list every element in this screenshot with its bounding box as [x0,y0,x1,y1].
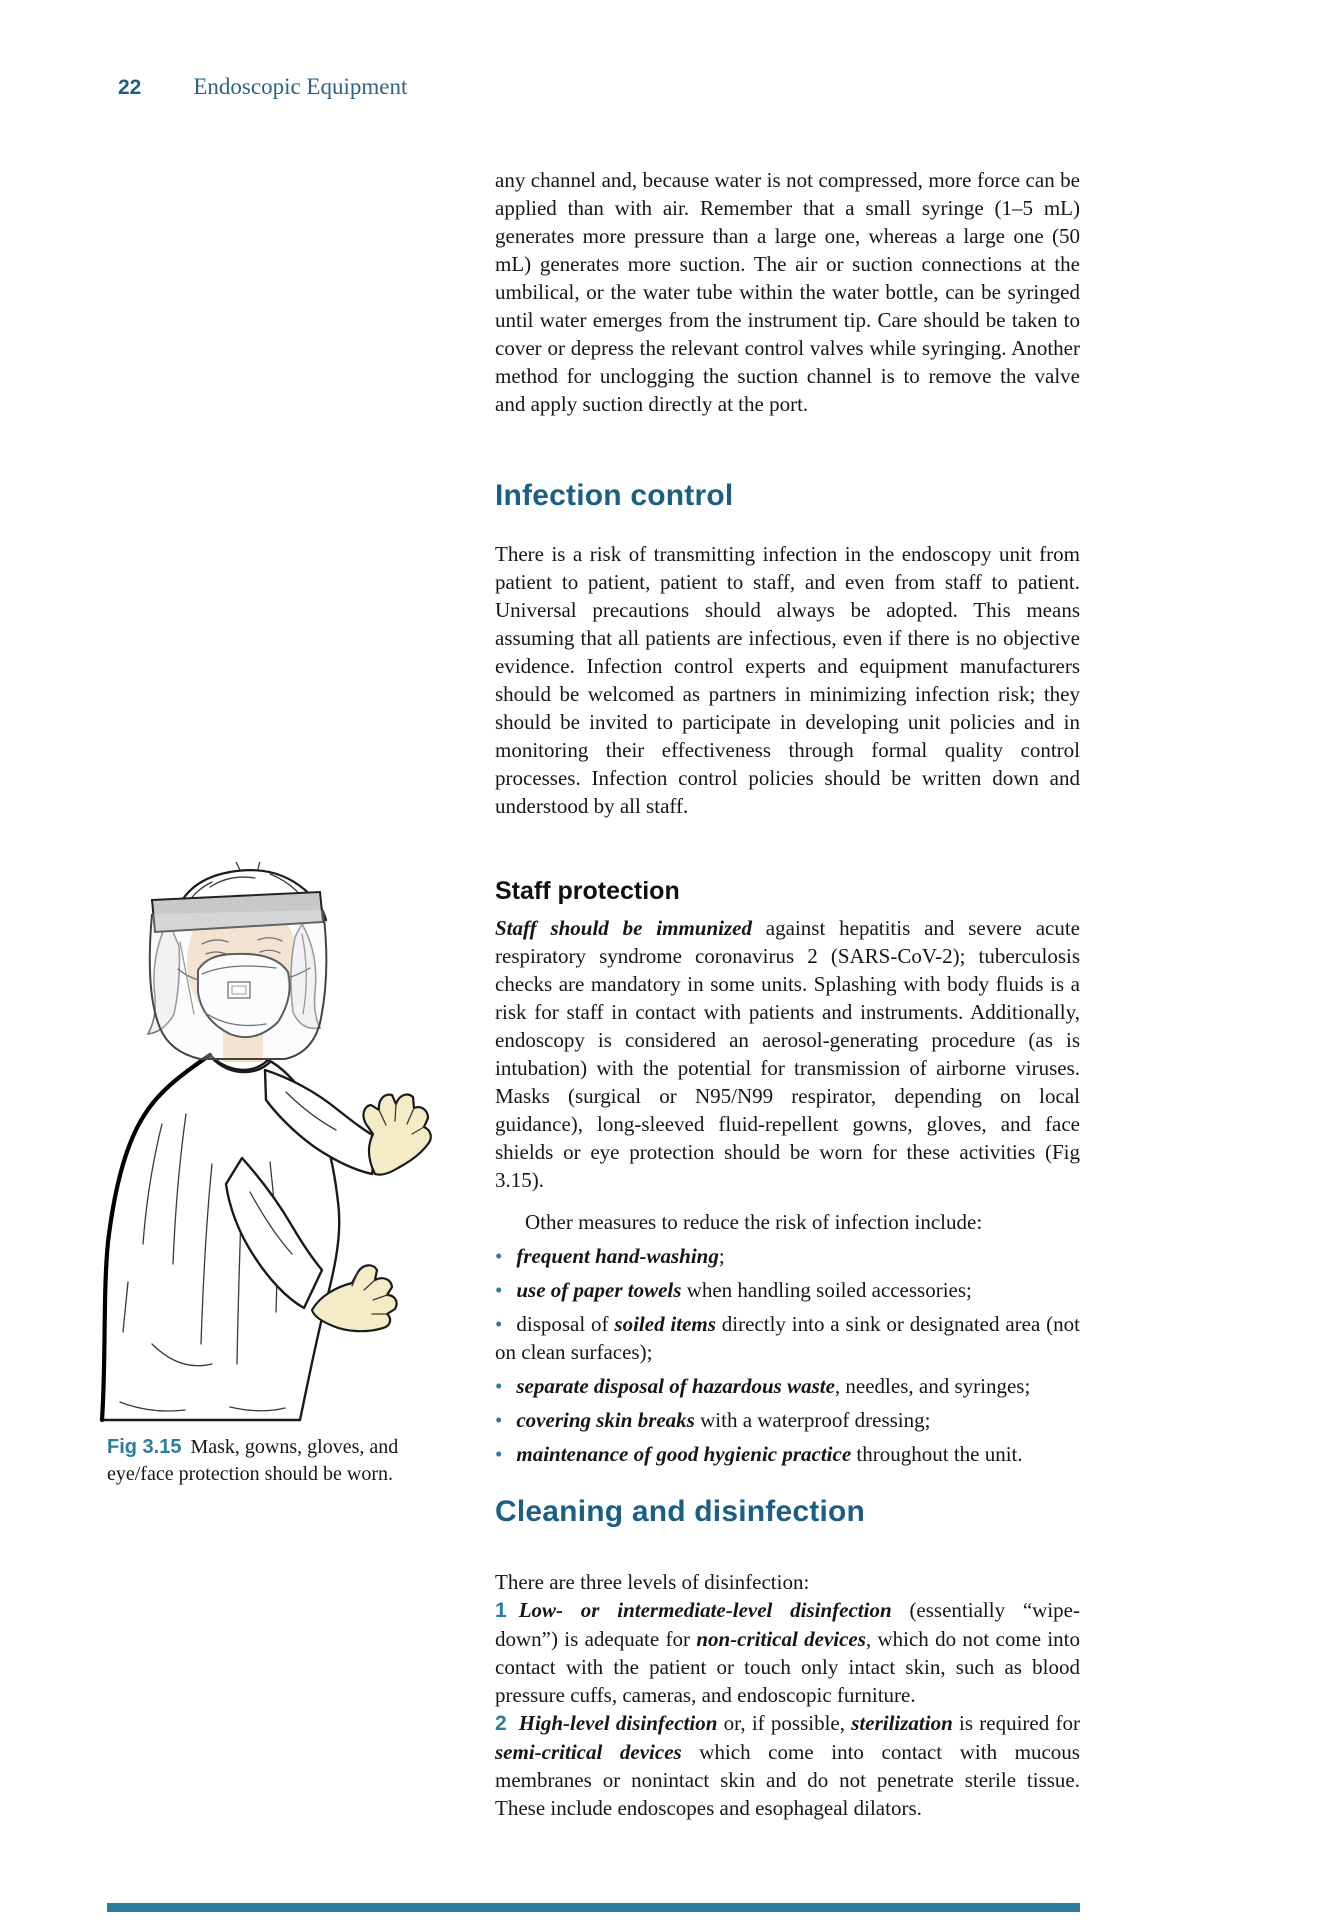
item-number-1: 1 [495,1599,507,1622]
bullet-icon: • [495,1278,503,1302]
staff-protection-paragraph: Staff should be immunized against hepatitis and severe acute respiratory syndrome coronavirus 2 (SARS-CoV-2); tuberculosis checks are mandatory in some units. Splashing with body fluids is a risk for staff in contact with patients and instruments. Additionally, endoscopy is considered an aerosol-generating procedure (as is intubation) with the potential for transmission of airborne viruses. Masks (surgical or N95/N99 respirator, depending on local guidance), long-sleeved fluid-repellent gowns, gloves, and face shields or eye protection should be worn for these activities (Fig 3.15). [495,916,1080,1192]
measures-intro-line: Other measures to reduce the risk of infection include: [525,1210,983,1234]
bullet-text: separate disposal of hazardous waste, needles, and syringes; [516,1374,1031,1398]
section-heading-cleaning-disinfection: Cleaning and disinfection [495,1495,866,1528]
item-number-2: 2 [495,1712,507,1735]
bullet-item-skin-breaks [495,1406,1080,1434]
page-header [118,74,407,100]
bullet-text: frequent hand-washing; [516,1244,725,1268]
disinfection-lead-line: There are three levels of disinfection: [495,1570,810,1594]
disinfection-level-2 [495,1709,1080,1822]
bullet-icon: • [495,1408,503,1432]
running-header-title: Endoscopic Equipment [193,74,408,99]
section-heading-infection-control: Infection control [495,479,734,512]
bullet-icon: • [495,1374,503,1398]
footer-rule [107,1903,1080,1912]
bullet-item-paper-towels [495,1276,1080,1304]
disinfection-level-1 [495,1596,1080,1709]
bullet-icon: • [495,1244,503,1268]
bullet-text: disposal of soiled items directly into a sink or designated area (not on clean surfaces); [495,1312,1080,1364]
subsection-heading-staff-protection: Staff protection [495,877,680,905]
ppe-worker-illustration [90,862,460,1432]
bullet-item-hazardous-waste [495,1372,1080,1400]
bullet-item-soiled-items [495,1310,1080,1366]
infection-control-paragraph: There is a risk of transmitting infection in the endoscopy unit from patient to patient, patient to staff, and even from staff to patient. Universal precautions should always be adopted. This means assuming that all patients are infectious, even if there is no objective evidence. Infection control experts and equipment manufacturers should be welcomed as partners in minimizing infection risk; they should be invited to participate in developing unit policies and in monitoring their effectiveness through formal quality control processes. Infection control policies should be written down and understood by all staff. [495,542,1080,818]
bullet-icon: • [495,1312,503,1336]
intro-paragraph: any channel and, because water is not compressed, more force can be applied than with air. Remember that a small syringe (1–5 mL) generates more pressure than a large one, whereas a large one (50 mL) generates more suction. The air or suction connections at the umbilical, or the water tube within the water bottle, can be syringed until water emerges from the instrument tip. Care should be taken to cover or depress the relevant control valves while syringing. Another method for unclogging the suction channel is to remove the valve and apply suction directly at the port. [495,168,1080,416]
figure-caption [107,1434,457,1488]
page-number: 22 [118,76,142,99]
disinfection-level-2-text: High-level disinfection or, if possible, sterilization is required for semi-critical devices which come into contact with mucous membranes or nonintact skin and do not penetrate sterile tissue. These include endoscopes and esophageal dilators. [495,1711,1080,1820]
figure-label: Fig 3.15 [107,1436,182,1458]
measures-bullet-list [495,1242,1080,1468]
bullet-item-hand-washing [495,1242,1080,1270]
bullet-icon: • [495,1442,503,1466]
main-text-column [495,166,1080,1822]
bullet-text: maintenance of good hygienic practice throughout the unit. [516,1442,1023,1466]
bullet-text: use of paper towels when handling soiled accessories; [516,1278,972,1302]
figure-caption-text: Mask, gowns, gloves, and eye/face protection should be worn. [107,1436,399,1485]
disinfection-level-1-text: Low- or intermediate-level disinfection (essentially “wipe-down”) is adequate for non-critical devices, which do not come into contact with the patient or touch only intact skin, such as blood pressure cuffs, cameras, and endoscopic furniture. [495,1598,1080,1707]
bullet-text: covering skin breaks with a waterproof dressing; [516,1408,931,1432]
bullet-item-hygienic-practice [495,1440,1080,1468]
